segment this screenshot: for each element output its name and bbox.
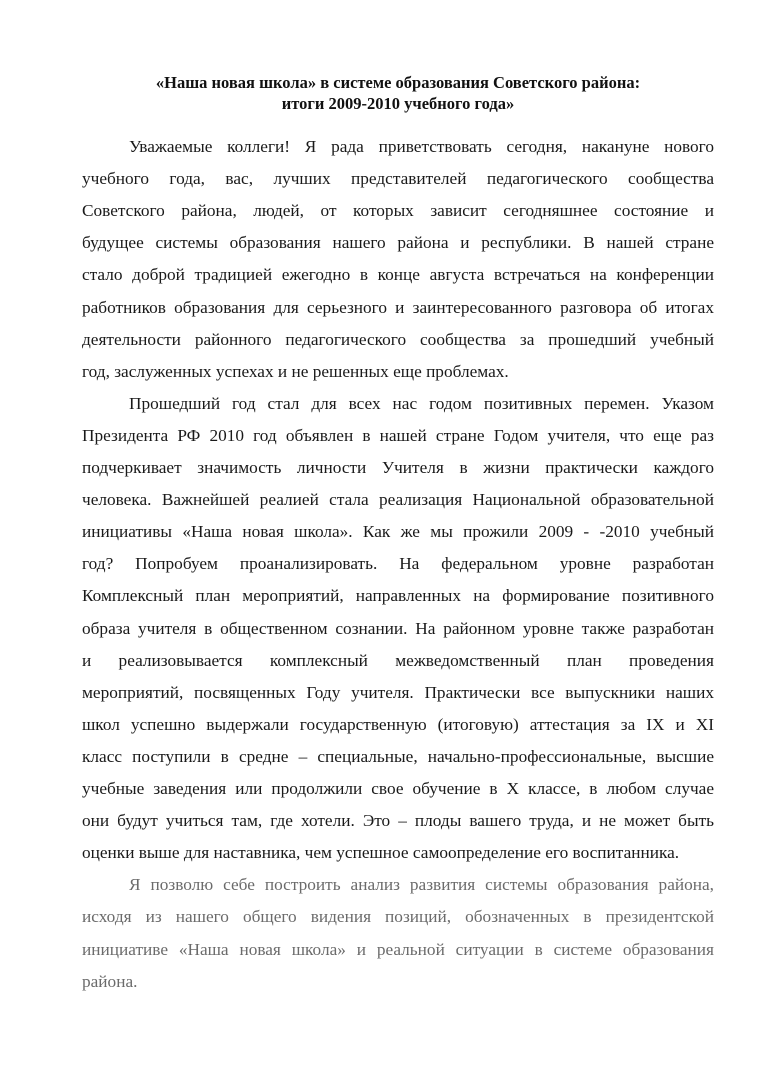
paragraph-2-line: они будут учиться там, где хотели. Это – плоды вашего труда, и не может быть <box>82 811 714 831</box>
document-title-line-1: «Наша новая школа» в системе образования Советского района: <box>155 73 641 92</box>
paragraph-3-line: Я позволю себе построить анализ развития системы образования района, <box>129 875 714 895</box>
paragraph-1-line: работников образования для серьезного и заинтересованного разговора об итогах <box>82 297 714 317</box>
paragraph-2-line: мероприятий, посвященных Году учителя. Практически все выпускники наших <box>82 682 714 702</box>
paragraph-2-line: человека. Важнейшей реалией стала реализация Национальной образовательной <box>82 490 714 510</box>
paragraph-2-line: Комплексный план мероприятий, направленных на формирование позитивного <box>82 586 714 606</box>
paragraph-2-line: школ успешно выдержали государственную (итоговую) аттестация за IX и XI <box>82 714 714 734</box>
paragraph-2-line: и реализовывается комплексный межведомственный план проведения <box>82 650 714 670</box>
paragraph-3-line: исходя из нашего общего видения позиций, обозначенных в президентской <box>82 907 714 927</box>
paragraph-1-line: учебного года, вас, лучших представителей педагогического сообщества <box>82 169 714 189</box>
paragraph-1-line: год, заслуженных успехах и не решенных еще проблемах. <box>82 361 509 381</box>
paragraph-2-line: Прошедший год стал для всех нас годом позитивных перемен. Указом <box>129 393 714 413</box>
paragraph-2-line: Президента РФ 2010 год объявлен в нашей стране Годом учителя, что еще раз <box>82 425 714 445</box>
paragraph-1-line: Уважаемые коллеги! Я рада приветствовать сегодня, накануне нового <box>129 137 714 156</box>
paragraph-1-line: стало доброй традицией ежегодно в конце августа встречаться на конференции <box>82 265 714 285</box>
paragraph-1-line: Советского района, людей, от которых зависит сегодняшнее состояние и <box>82 201 714 221</box>
paragraph-2-line: инициативы «Наша новая школа». Как же мы прожили 2009 - -2010 учебный <box>82 522 714 542</box>
document-title-line-2: итоги 2009-2010 учебного года» <box>281 94 515 113</box>
paragraph-1-line: деятельности районного педагогического сообщества за прошедший учебный <box>82 329 714 349</box>
paragraph-2-line: класс поступили в средне – специальные, начально-профессиональные, высшие <box>82 746 714 766</box>
paragraph-2-line: год? Попробуем проанализировать. На федеральном уровне разработан <box>82 554 714 574</box>
paragraph-2-line: образа учителя в общественном сознании. На районном уровне также разработан <box>82 618 714 638</box>
paragraph-3-line: района. <box>82 971 138 991</box>
paragraph-1-line: будущее системы образования нашего района и республики. В нашей стране <box>82 233 714 253</box>
paragraph-2-line: оценки выше для наставника, чем успешное самоопределение его воспитанника. <box>82 843 680 863</box>
paragraph-3-line: инициативе «Наша новая школа» и реальной ситуации в системе образования <box>82 939 714 959</box>
paragraph-2-line: учебные заведения или продолжили свое обучение в X классе, в любом случае <box>82 779 714 798</box>
paragraph-2-line: подчеркивает значимость личности Учителя в жизни практически каждого <box>82 458 714 477</box>
